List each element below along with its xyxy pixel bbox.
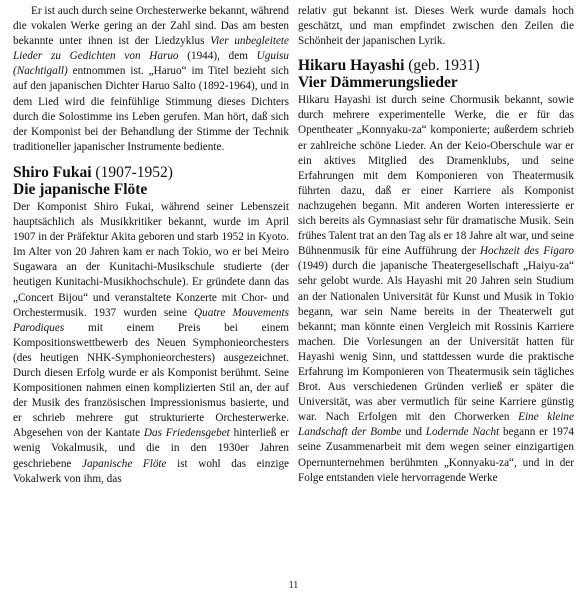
- work-title-italic: Hochzeit des Figaro: [479, 245, 575, 258]
- text-run: hinterließ er wenig Vokalmusik, und die in den 1930er Jahren geschriebene: [13, 427, 289, 470]
- page-number: 11: [288, 580, 299, 591]
- text-run: ist wohl das einzige Vokalwerk von ihm, das: [13, 457, 290, 485]
- work-title-italic: Uguisu (Nachtigall): [13, 50, 289, 78]
- text-run: und: [401, 426, 426, 439]
- text-run: mit einem Preis bei einem Kompositionswettbewerb des Neuen Symphonieorchesters (des heutigen NHK-Symphonieorchesters) ausgezeichnet. Durch diesen Erfolg wurde er als Komponist berühmt. Seine Kompositionen nahmen einen komplizierten Stil an, der auf der Musik des französischen Impressionismus basierte, und er schrieb mehrere gut strukturierte Orchesterwerke. Abgesehen von der Kantate: [13, 321, 289, 440]
- composer-heading-fukai: [13, 164, 289, 181]
- hayashi-paragraph: [298, 93, 574, 485]
- text-run: Er ist auch durch seine Orchesterwerke bekannt, während die vokalen Werke gering an der Zahl sind. Das am besten bekannte unter ihnen ist der Liedzyklus: [13, 5, 289, 48]
- text-run: Hikaru Hayashi ist durch seine Chormusik bekannt, sowie durch mehrere experimentelle Werke, die er für das Opentheater „Konnyaku-za“ komponierte; außerdem schrieb er zahlreiche schöne Lieder. An der Keio-Oberschule war er ein aktives Mitglied des Dramenklubs, und seine Erfahrungen mit dem Komponieren von Theatermusik führten dazu, daß er einer Karriere als Komponist nachzugehen begann. Mit anderen Worten interessierte er sich bereits als Gymnasiast sehr für dramatische Musik. Sein frühes Talent trat an den Tag als er 18 Jahre alt war, und seine Bühnenmusik für eine Aufführung der: [298, 94, 574, 258]
- composer-heading-hayashi: [298, 57, 574, 74]
- composer-name: Hikaru Hayashi: [298, 57, 405, 75]
- continued-paragraph: relativ gut bekannt ist. Dieses Werk wurde damals hoch geschätzt, und man empfindet zwischen den Zeilen die Schönheit der japanischen Lyrik.: [298, 5, 574, 48]
- composer-years: (geb. 1931): [404, 57, 480, 75]
- composer-name: Shiro Fukai: [13, 163, 92, 181]
- fukai-paragraph: [13, 200, 289, 487]
- intro-paragraph: [13, 4, 289, 155]
- work-title-italic: Lodernde Nacht: [425, 426, 500, 439]
- left-column: [13, 4, 289, 487]
- work-title-italic: Vier unbegleitete Lieder zu Gedichten von Haruo: [13, 35, 289, 63]
- work-title-italic: Japanische Flöte: [81, 457, 167, 470]
- text-run: (1944), dem: [178, 50, 257, 63]
- text-run: (1949) durch die japanische Theatergesellschaft „Haiyu-za“ sehr gelobt wurde. Als Hayashi mit 20 Jahren sein Studium an der Nationalen Universität für Kunst und Musik in Tokio begann, war sein Name bereits in der Theaterwelt gut bekannt; man könnte einen Vergleich mit Rossinis Karriere machen. Die Vorlesungen an der Universität hatten für Hayashi wenig Sinn, und stattdessen wurde die praktische Erfahrung im Komponieren von Theatermusik sein tägliches Brot. Aus verschiedenen Gründen verließ er später die Universität, was aber vermutlich für seine Karriere günstig war. Nach Erfolgen mit den Chorwerken: [298, 260, 574, 424]
- composer-years: (1907-1952): [91, 163, 173, 181]
- work-heading-hayashi: Vier Dämmerungslieder: [298, 74, 458, 92]
- right-column: [298, 4, 574, 486]
- work-heading-fukai: Die japanische Flöte: [13, 180, 148, 198]
- text-run: Der Komponist Shiro Fukai, während seiner Lebenszeit hauptsächlich als Musikkritiker bekannt, wurde im April 1907 in der Präfektur Akita geboren und starb 1952 in Kyoto. Im Alter von 20 Jahren kam er nach Tokio, wo er bei Meiro Sugawara an der Kunitachi-Musikschule studierte (der heutigen Kunitachi-Musikhochschule). Er gründete dann das „Concert Bijou“ und veranstaltete Konzerte mit Chor- und Orchestermusik. 1937 wurden seine: [13, 200, 289, 319]
- text-run: begann er 1974 seine Zusammenarbeit mit dem wegen seiner einzigartigen Opernunternehmen berühmten „Konnyaku-za“, und in der Folge entstanden viele hervorragende Werke: [298, 426, 575, 484]
- work-title-italic: Das Friedensgebet: [143, 427, 230, 440]
- work-title-italic: Quatre Mouvements Parodiques: [13, 306, 289, 334]
- work-title-italic: Eine kleine Landschaft der Bombe: [298, 411, 574, 439]
- text-run: entnommen ist. „Haruo“ im Titel bezieht sich auf den japanischen Dichter Haruo Salto (1892-1964), und in dem Lied wird die feinfühlige Stimmung dieses Dichters durch die Solostimme ins Leben gerufen. Man hört, daß sich der Komponist bei der Behandlung der Stimme der Technik traditioneller japanischer Instrumente bediente.: [13, 65, 289, 153]
